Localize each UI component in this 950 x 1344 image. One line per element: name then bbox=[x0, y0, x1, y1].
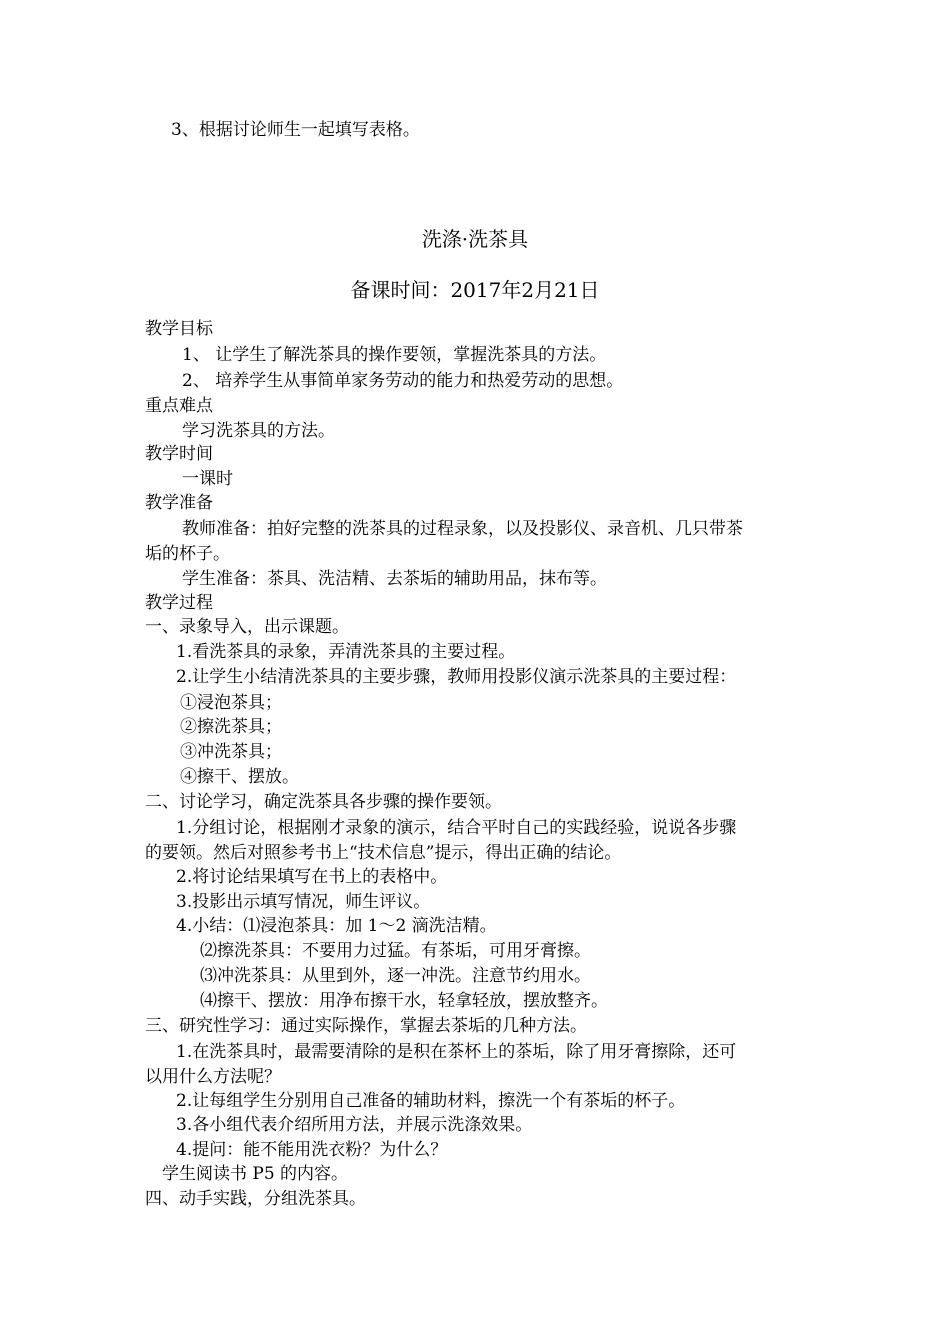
section-heading: 一、录象导入，出示课题。 bbox=[145, 617, 349, 637]
section-heading: 教学时间 bbox=[145, 444, 213, 464]
section-heading: 重点难点 bbox=[145, 396, 213, 416]
body-line: 学习洗茶具的方法。 bbox=[182, 421, 335, 441]
body-line: 学生阅读书 P5 的内容。 bbox=[162, 1164, 349, 1184]
body-line: 2、 培养学生从事简单家务劳动的能力和热爱劳动的思想。 bbox=[182, 371, 624, 391]
document-title: 洗涤·洗茶具 bbox=[421, 227, 529, 251]
body-line: 以用什么方法呢？ bbox=[145, 1067, 281, 1087]
body-line: ⑵擦洗茶具：不要用力过猛。有茶垢，可用牙膏擦。 bbox=[200, 941, 591, 961]
body-line: 教师准备：拍好完整的洗茶具的过程录象，以及投影仪、录音机、几只带茶 bbox=[182, 519, 743, 539]
body-line: ③冲洗茶具； bbox=[180, 742, 282, 762]
body-line: 2.让学生小结清洗茶具的主要步骤，教师用投影仪演示洗茶具的主要过程： bbox=[176, 667, 737, 687]
body-line: ②擦洗茶具； bbox=[180, 717, 282, 737]
body-line: 学生准备：茶具、洗洁精、去茶垢的辅助用品，抹布等。 bbox=[182, 569, 607, 589]
body-line: 1.看洗茶具的录象，弄清洗茶具的主要过程。 bbox=[176, 642, 516, 662]
body-line: 的要领。然后对照参考书上“技术信息”提示，得出正确的结论。 bbox=[145, 843, 622, 863]
section-heading: 教学目标 bbox=[145, 319, 213, 339]
body-line: ①浸泡茶具； bbox=[180, 693, 282, 713]
body-line: 1.在洗茶具时，最需要清除的是积在茶杯上的茶垢，除了用牙膏擦除，还可 bbox=[176, 1042, 737, 1062]
body-line: 4.小结：⑴浸泡茶具：加 1～2 滴洗洁精。 bbox=[176, 916, 497, 936]
body-line: 2.让每组学生分别用自己准备的辅助材料，擦洗一个有茶垢的杯子。 bbox=[176, 1091, 686, 1111]
body-line: 2.将讨论结果填写在书上的表格中。 bbox=[176, 867, 448, 887]
body-line: ⑶冲洗茶具：从里到外，逐一冲洗。注意节约用水。 bbox=[200, 966, 591, 986]
section-heading: 二、讨论学习，确定洗茶具各步骤的操作要领。 bbox=[145, 792, 502, 812]
section-heading: 教学过程 bbox=[145, 593, 213, 613]
body-line: ④擦干、摆放。 bbox=[180, 767, 299, 787]
body-line: 3.各小组代表介绍所用方法，并展示洗涤效果。 bbox=[176, 1115, 533, 1135]
body-line: 1、 让学生了解洗茶具的操作要领，掌握洗茶具的方法。 bbox=[182, 345, 607, 365]
section-heading: 三、研究性学习：通过实际操作，掌握去茶垢的几种方法。 bbox=[145, 1016, 587, 1036]
top-line: 3、根据讨论师生一起填写表格。 bbox=[171, 120, 420, 140]
body-line: 一课时 bbox=[182, 469, 233, 489]
lesson-date: 备课时间：2017年2月21日 bbox=[350, 278, 600, 302]
body-line: ⑷擦干、摆放：用净布擦干水，轻拿轻放，摆放整齐。 bbox=[200, 991, 608, 1011]
body-line: 4.提问：能不能用洗衣粉？为什么？ bbox=[176, 1140, 448, 1160]
section-heading: 教学准备 bbox=[145, 493, 213, 513]
section-heading: 四、动手实践，分组洗茶具。 bbox=[145, 1189, 366, 1209]
body-line: 3.投影出示填写情况，师生评议。 bbox=[176, 892, 431, 912]
body-line: 1.分组讨论，根据刚才录象的演示，结合平时自己的实践经验，说说各步骤 bbox=[176, 818, 737, 838]
body-line: 垢的杯子。 bbox=[145, 544, 230, 564]
